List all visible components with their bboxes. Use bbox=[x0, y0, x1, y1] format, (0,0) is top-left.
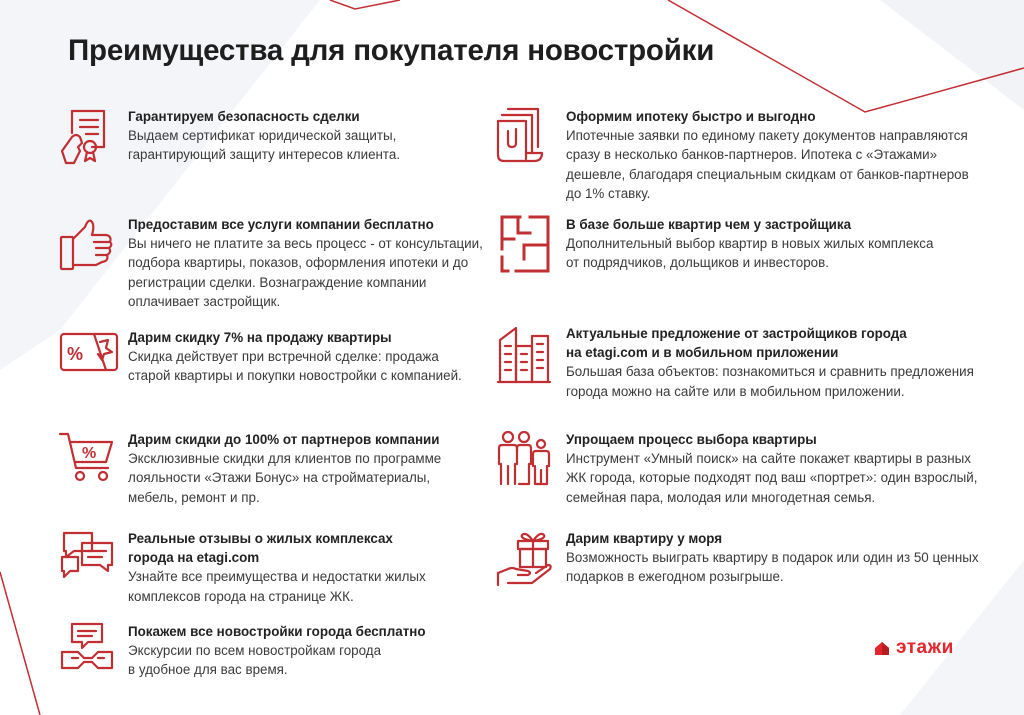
feature-description: Дополнительный выбор квартир в новых жилых комплекса от подрядчиков, дольщиков и инвесторов. bbox=[566, 236, 934, 271]
gift-hand-icon bbox=[496, 529, 554, 587]
feature-title: Актуальные предложение от застройщиков города на etagi.com и в мобильном приложении bbox=[566, 326, 907, 361]
feature-title: Реальные отзывы о жилых комплексах города на etagi.com bbox=[128, 531, 393, 566]
feature-title: Дарим скидку 7% на продажу квартиры bbox=[128, 330, 392, 345]
house-logo-icon bbox=[874, 640, 890, 656]
floor-plan-icon bbox=[496, 215, 552, 273]
feature-title: Дарим квартиру у моря bbox=[566, 531, 723, 546]
page-title: Преимущества для покупателя новостройки bbox=[68, 34, 715, 67]
feature-title: В базе больше квартир чем у застройщика bbox=[566, 217, 852, 232]
feature-title: Упрощаем процесс выбора квартиры bbox=[566, 432, 817, 447]
discount-card-icon bbox=[58, 328, 120, 376]
svg-text:%: % bbox=[67, 344, 84, 364]
feature-description: Инструмент «Умный поиск» на сайте покажет квартиры в разных ЖК города, которые подходят под ваш «портрет»: один взрослый, семейная пара, молодая или многодетная семья. bbox=[566, 451, 978, 505]
feature-description: Выдаем сертификат юридической защиты, гарантирующий защиту интересов клиента. bbox=[128, 128, 401, 163]
chat-bubbles-icon bbox=[58, 529, 118, 583]
feature-description: Узнайте все преимущества и недостатки жилых комплексов города на странице ЖК. bbox=[128, 569, 426, 604]
thumbs-up-icon bbox=[58, 215, 116, 273]
buildings-icon bbox=[496, 324, 552, 384]
feature-title: Покажем все новостройки города бесплатно bbox=[128, 624, 426, 639]
feature-description: Большая база объектов: познакомиться и сравнить предложения города можно на сайте или в мобильном приложении. bbox=[566, 364, 974, 399]
feature-description: Эксклюзивные скидки для клиентов по программе лояльности «Этажи Бонус» на стройматериалы, мебель, ремонт и пр. bbox=[128, 451, 442, 505]
tour-chat-icon bbox=[58, 622, 116, 676]
family-icon bbox=[496, 430, 554, 486]
svg-text:%: % bbox=[82, 445, 97, 462]
shopping-cart-percent-icon bbox=[58, 430, 116, 486]
feature-title: Гарантируем безопасность сделки bbox=[128, 109, 360, 124]
etazhi-logo[interactable] bbox=[874, 637, 954, 659]
feature-description: Экскурсии по всем новостройкам города в удобное для вас время. bbox=[128, 643, 382, 678]
feature-title: Оформим ипотеку быстро и выгодно bbox=[566, 109, 816, 124]
feature-description: Ипотечные заявки по единому пакету документов направляются сразу в несколько банков-партнеров. Ипотека с «Этажами» дешевле, благодаря специальным скидкам от банков-партнеров до 1% ставку. bbox=[566, 128, 969, 201]
feature-title: Предоставим все услуги компании бесплатно bbox=[128, 217, 434, 232]
logo-text: этажи bbox=[896, 637, 954, 658]
feature-description: Скидка действует при встречной сделке: продажа старой квартиры и покупки новостройки с компанией. bbox=[128, 349, 462, 384]
feature-title: Дарим скидки до 100% от партнеров компании bbox=[128, 432, 440, 447]
feature-description: Вы ничего не платите за весь процесс - от консультации, подбора квартиры, показов, оформления ипотеки и до регистрации сделки. Вознаграждение компании оплачивает застройщик. bbox=[128, 236, 483, 309]
feature-description: Возможность выиграть квартиру в подарок или один из 50 ценных подарков в ежегодном розыгрыше. bbox=[566, 550, 979, 585]
certificate-icon bbox=[58, 107, 116, 169]
documents-icon bbox=[496, 107, 550, 163]
